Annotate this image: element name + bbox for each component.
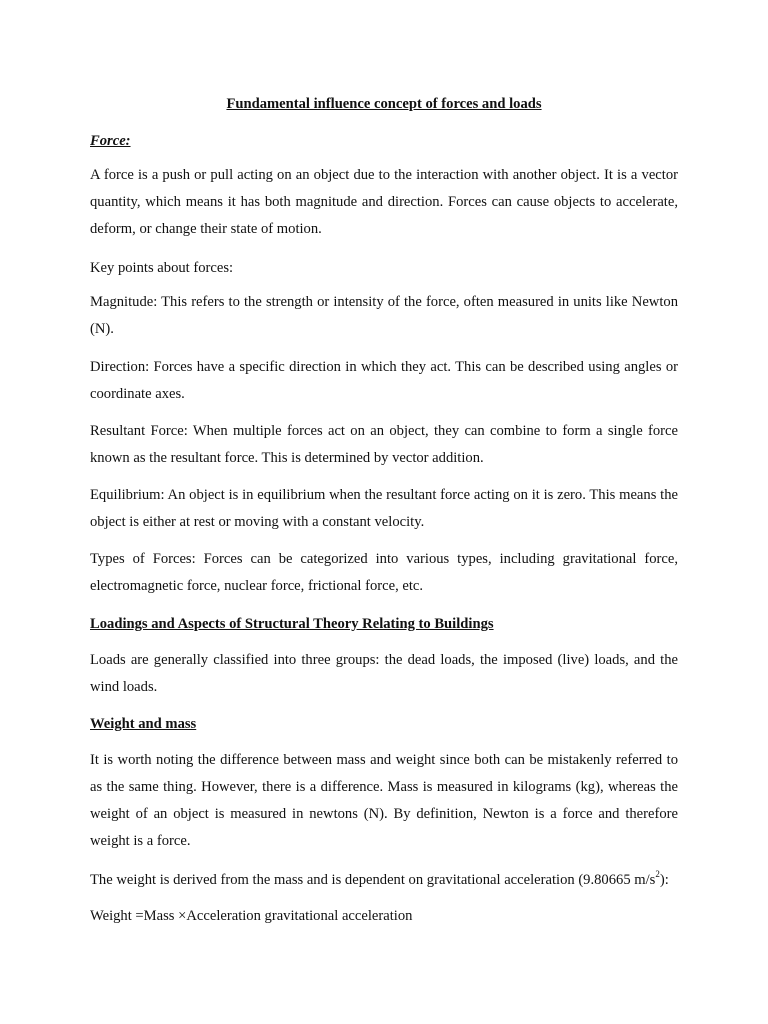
- heading-loadings: Loadings and Aspects of Structural Theory Relating to Buildings: [90, 616, 494, 632]
- paragraph-direction: Direction: Forces have a specific direction in which they act. This can be described using angles or coordinate axes.: [90, 359, 678, 402]
- paragraph-key-points: Key points about forces:: [90, 260, 234, 276]
- weight-derived-text: The weight is derived from the mass and is dependent on gravitational acceleration (9.80665 m/s: [90, 872, 656, 888]
- weight-derived-suffix: ):: [659, 872, 669, 888]
- paragraph-resultant-force: Resultant Force: When multiple forces act on an object, they can combine to form a single force known as the resultant force. This is determined by vector addition.: [90, 423, 678, 466]
- paragraph-magnitude: Magnitude: This refers to the strength or intensity of the force, often measured in units like Newton (N).: [90, 294, 678, 337]
- heading-weight-and-mass: Weight and mass: [90, 716, 197, 732]
- superscript-two: 2: [655, 869, 660, 880]
- paragraph-equilibrium: Equilibrium: An object is in equilibrium when the resultant force acting on it is zero. This means the object is either at rest or moving with a constant velocity.: [90, 487, 678, 530]
- paragraph-loads: Loads are generally classified into three groups: the dead loads, the imposed (live) loads, and the wind loads.: [90, 652, 678, 695]
- paragraph-force-definition: A force is a push or pull acting on an object due to the interaction with another object. It is a vector quantity, which means it has both magnitude and direction. Forces can cause objects to accelerate, deform, or change their state of motion.: [90, 167, 678, 237]
- formula-weight: Weight =Mass ×Acceleration gravitational acceleration: [90, 908, 413, 924]
- heading-force: Force:: [90, 133, 131, 149]
- paragraph-weight-and-mass: It is worth noting the difference between mass and weight since both can be mistakenly referred to as the same thing. However, there is a difference. Mass is measured in kilograms (kg), whereas the weight of an object is measured in newtons (N). By definition, Newton is a force and therefore weight is a force.: [90, 752, 678, 849]
- paragraph-weight-derived: [90, 871, 678, 889]
- paragraph-types-of-forces: Types of Forces: Forces can be categorized into various types, including gravitational force, electromagnetic force, nuclear force, frictional force, etc.: [90, 551, 678, 594]
- document-title: Fundamental influence concept of forces and loads: [226, 96, 542, 112]
